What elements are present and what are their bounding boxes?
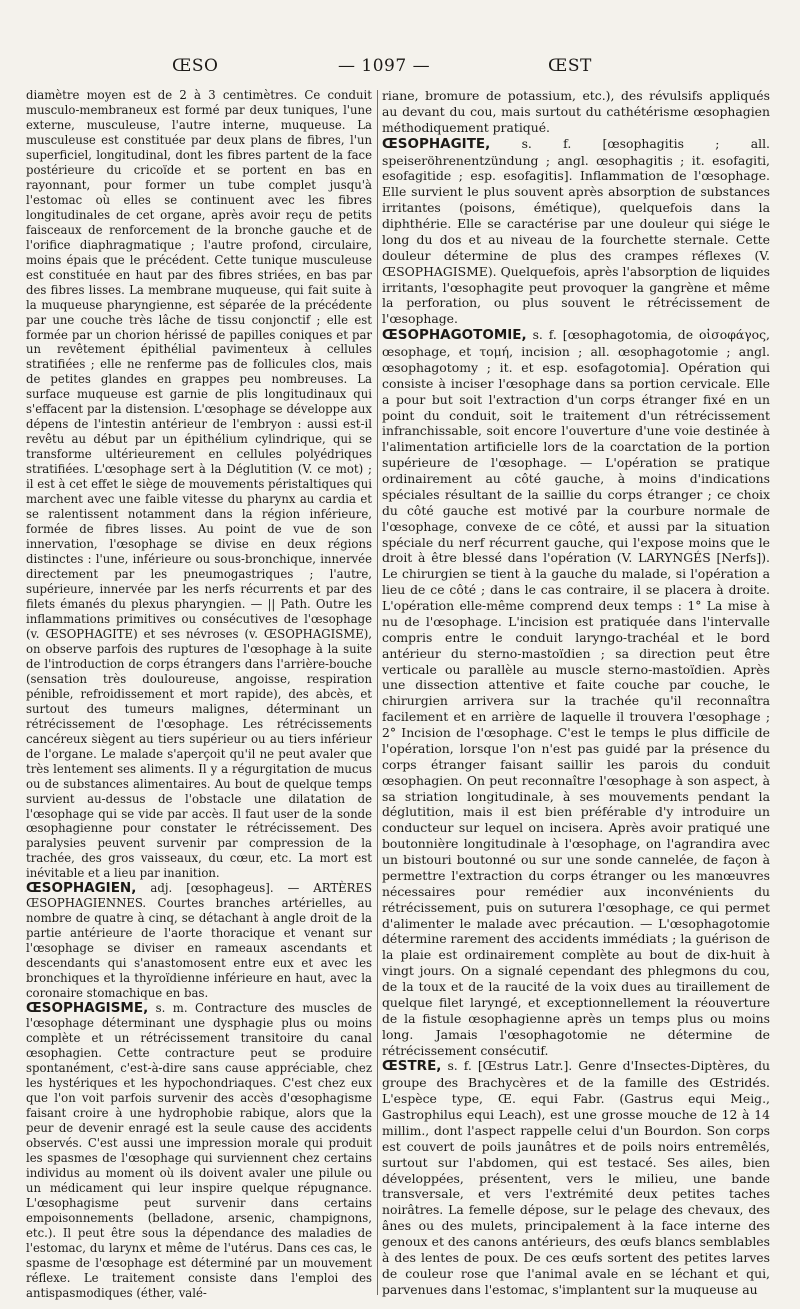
oesophagotomie-entry (382, 327, 770, 1058)
running-header (0, 56, 800, 80)
oesophagisme-body: s. m. Contracture des muscles de l'œsophage déterminant une dysphagie plus ou moins complète et un rétrécissement transitoire du canal œsophagien. Cette contracture peut se produire spontanément, c'est-à-dire sans cause appréciable, chez les hystériques et les hypochondriaques. C'est chez eux que l'on voit parfois survenir des accès d'œsophagisme faisant croire à une hydrophobie rabique, alors que la peur de devenir enragé est la seule cause des accidents observés. C'est aussi une impression morale qui produit les spasmes de l'œsophage qui surviennent chez certains individus au moment où ils doivent avaler une pilule ou un médicament qui leur inspire quelque répugnance. L'œsophagisme peut survenir dans certains empoisonnements (belladone, arsenic, champignons, etc.). Il peut être sous la dépendance des maladies de l'estomac, du larynx et même de l'utérus. Dans ces cas, le spasme de l'œsophage est déterminé par un mouvement réflexe. Le traitement consiste dans l'emploi des antispasmodiques (éther, valé- (26, 1001, 372, 1300)
headword-oesophagotomie: ŒSOPHAGOTOMIE, (382, 327, 527, 344)
header-right-guide-word: ŒST (548, 56, 592, 76)
oesophagite-entry (382, 136, 770, 328)
oesophagisme-entry-continuation: riane, bromure de potassium, etc.), des révulsifs appliqués au devant du cou, mais surtout du cathétérisme œsophagien méthodiquement pratiqué. (382, 88, 770, 135)
oesophagien-body: adj. [œsophageus]. — ARTÈRES ŒSOPHAGIENNES. Courtes branches artérielles, au nombre de quatre à cinq, se détachant à angle droit de la partie antérieure de l'aorte thoracique et venant sur l'œsophage se diviser en rameaux ascendants et descendants qui s'anastomosent entre eux et avec les bronchiques et la thyroïdienne inférieure en haut, avec la coronaire stomachique en bas. (26, 881, 372, 1001)
oesophage-entry-continuation: diamètre moyen est de 2 à 3 centimètres. Ce conduit musculo-membraneux est formé par deux tuniques, l'une externe, musculeuse, l'autre interne, muqueuse. La musculeuse est constituée par deux plans de fibres, l'un superficiel, longitudinal, dont les fibres partent de la face postérieure du cricoïde et se portent en bas en rayonnant, pour former un tube complet jusqu'à l'estomac où elles se continuent avec les fibres longitudinales de cet organe, après avoir reçu de petits faisceaux de renforcement de la bronche gauche et de l'orifice diaphragmatique ; l'autre profond, circulaire, moins épais que le précédent. Cette tunique musculeuse est constituée en haut par des fibres striées, en bas par des fibres lisses. La membrane muqueuse, qui fait suite à la muqueuse pharyngienne, est séparée de la précédente par une couche très lâche de tissu conjonctif ; elle est formée par un chorion hérissé de papilles coniques et par un revêtement épithélial pavimenteux à cellules stratifiées ; elle ne renferme pas de follicules clos, mais de petites glandes en grappes peu nombreuses. La surface muqueuse est garnie de plis longitudinaux qui s'effacent par la distension. L'œsophage se développe aux dépens de l'intestin antérieur de l'embryon : aussi est-il revêtu au début par un épithélium cylindrique, qui se transforme ultérieurement en cellules polyédriques stratifiées. L'œsophage sert à la Déglutition (V. ce mot) ; il est à cet effet le siège de mouvements péristaltiques qui marchent avec une faible vitesse du pharynx au cardia et se ralentissent notamment dans la région inférieure, formée de fibres lisses. Au point de vue de son innervation, l'œsophage se divise en deux régions distinctes : l'une, inférieure ou sous-bronchique, innervée directement par les pneumogastriques ; l'autre, supérieure, innervée par les nerfs récurrents et par des filets émanés du plexus pharyngien. — || Path. Outre les inflammations primitives ou consécutives de l'œsophage (v. ŒSOPHAGITE) et ses névroses (v. ŒSOPHAGISME), on observe parfois des ruptures de l'œsophage à la suite de l'introduction de corps étrangers dans l'arrière-bouche (sensation très douloureuse, angoisse, respiration pénible, refroidissement et mort rapide), des abcès, et surtout des tumeurs malignes, déterminant un rétrécissement de l'œsophage. Les rétrécissements cancéreux siègent au tiers supérieur ou au tiers inférieur de l'organe. Le malade s'aperçoit qu'il ne peut avaler que très lentement ses aliments. Il y a régurgitation de mucus ou de substances alimentaires. Au bout de quelque temps survient au-dessus de l'obstacle une dilatation de l'œsophage qui se vide par accès. Il faut user de la sonde œsophagienne pour constater le rétrécissement. Des paralysies peuvent survenir par compression de la trachée, des gros vaisseaux, du cœur, etc. La mort est inévitable et a lieu par inanition. (26, 88, 372, 881)
left-column (26, 88, 372, 1303)
oesophagisme-entry (26, 1001, 372, 1300)
page-number: — 1097 — (338, 56, 431, 76)
header-left-guide-word: ŒSO (172, 56, 219, 76)
oesophagite-body: s. f. [œsophagitis ; all. speiseröhrenentzündung ; angl. œsophagitis ; it. esofagiti, esofagitide ; esp. esofagitis]. Inflammation de l'œsophage. Elle survient le plus souvent après absorption de substances irritantes (poisons, émétique), quelquefois dans la diphthérie. Elle se caractérise par une douleur qui siége le long du dos et au niveau de la fourchette sternale. Cette douleur détermine de plus des crampes réflexes (V. ŒSOPHAGISME). Quelquefois, après l'absorption de liquides irritants, l'œsophagite peut provoquer la gangrène et même la perforation, ou plus souvent le rétrécissement de l'œsophage. (382, 135, 770, 327)
column-divider (377, 90, 378, 1295)
headword-oestre: ŒSTRE, (382, 1058, 442, 1075)
oestre-body: s. f. [Œstrus Latr.]. Genre d'Insectes-Diptères, du groupe des Brachycères et de la famille des Œstridés. L'espèce type, Œ. equi Fabr. (Gastrus equi Meig., Gastrophilus equi Leach), est une grosse mouche de 12 à 14 millim., dont l'aspect rappelle celui d'un Bourdon. Son corps est couvert de poils jaunâtres et de poils noirs entremêlés, surtout sur l'abdomen, qui est testacé. Ses ailes, bien développées, présentent, vers le milieu, une bande transversale, et vers l'extrémité deux petites taches noirâtres. La femelle dépose, sur le pelage des chevaux, des ânes ou des mulets, principalement à la face interne des genoux et des canons antérieurs, des œufs blancs semblables à des lentes de poux. De ces œufs sortent des petites larves de couleur rose que l'animal avale en se léchant et qui, parvenues dans l'estomac, s'implantent sur la muqueuse au (382, 1058, 770, 1297)
oesophagotomie-body: s. f. [œsophagotomia, de οἰσοφάγος, œsophage, et τομή, incision ; all. œsophagotomie ; angl. œsophagotomy ; it. et esp. esofagotomia]. Opération qui consiste à inciser l'œsophage dans sa portion cervicale. Elle a pour but soit l'extraction d'un corps étranger fixé en un point du conduit, soit le traitement d'un rétrécissement infranchissable, soit encore l'ouverture d'une voie destinée à l'alimentation artificielle lors de la coarctation de la portion supérieure de l'œsophage. — L'opération se pratique ordinairement au côté gauche, à moins d'indications spéciales résultant de la saillie du corps étranger ; ce choix du côté gauche est motivé par la courbure normale de l'œsophage, convexe de ce côté, et aussi par la situation spéciale du nerf récurrent gauche, qui l'expose moins que le droit à être blessé dans l'opération (V. LARYNGÉS [Nerfs]). Le chirurgien se tient à la gauche du malade, si l'opération a lieu de ce côté ; dans le cas contraire, il se placera à droite. L'opération elle-même comprend deux temps : 1° La mise à nu de l'œsophage. L'incision est pratiquée dans l'intervalle compris entre le conduit laryngo-trachéal et le bord antérieur du sterno-mastoïdien ; sa direction peut être verticale ou parallèle au muscle sterno-mastoïdien. Après une dissection attentive et faite couche par couche, le chirurgien arrivera sur la trachée qu'il reconnaîtra facilement et en arrière de laquelle il trouvera l'œsophage ; 2° Incision de l'œsophage. C'est le temps le plus difficile de l'opération, lorsque l'on n'est pas guidé par la présence du corps étranger faisant saillir les parois du conduit œsophagien. On peut reconnaître l'œsophage à son aspect, à sa striation longitudinale, à ses mouvements pendant la déglutition, mais il est bien préférable d'y introduire un conducteur sur lequel on incisera. Après avoir pratiqué une boutonnière longitudinale à l'œsophage, on l'agrandira avec un bistouri boutonné ou sur une sonde cannelée, de façon à permettre l'extraction du corps étranger ou les manœuvres nécessaires pour remédier aux inconvénients du rétrécissement, puis on suturera l'œsophage, ce qui permet d'alimenter le malade avec précaution. — L'œsophagotomie détermine rarement des accidents immédiats ; la guérison de la plaie est ordinairement complète au bout de dix-huit à vingt jours. On a signalé cependant des phlegmons du cou, de la toux et de la raucité de la voix dues au tiraillement de quelque filet laryngé, et exceptionnellement la réouverture de la fistule œsophagienne après un temps plus ou moins long. Jamais l'œsophagotomie ne détermine de rétrécissement consécutif. (382, 327, 770, 1058)
headword-oesophagisme: ŒSOPHAGISME, (26, 1000, 149, 1017)
oestre-entry (382, 1058, 770, 1297)
oesophagien-entry (26, 881, 372, 1001)
headword-oesophagite: ŒSOPHAGITE, (382, 135, 491, 152)
right-column (382, 88, 770, 1303)
headword-oesophagien: ŒSOPHAGIEN, (26, 880, 137, 897)
